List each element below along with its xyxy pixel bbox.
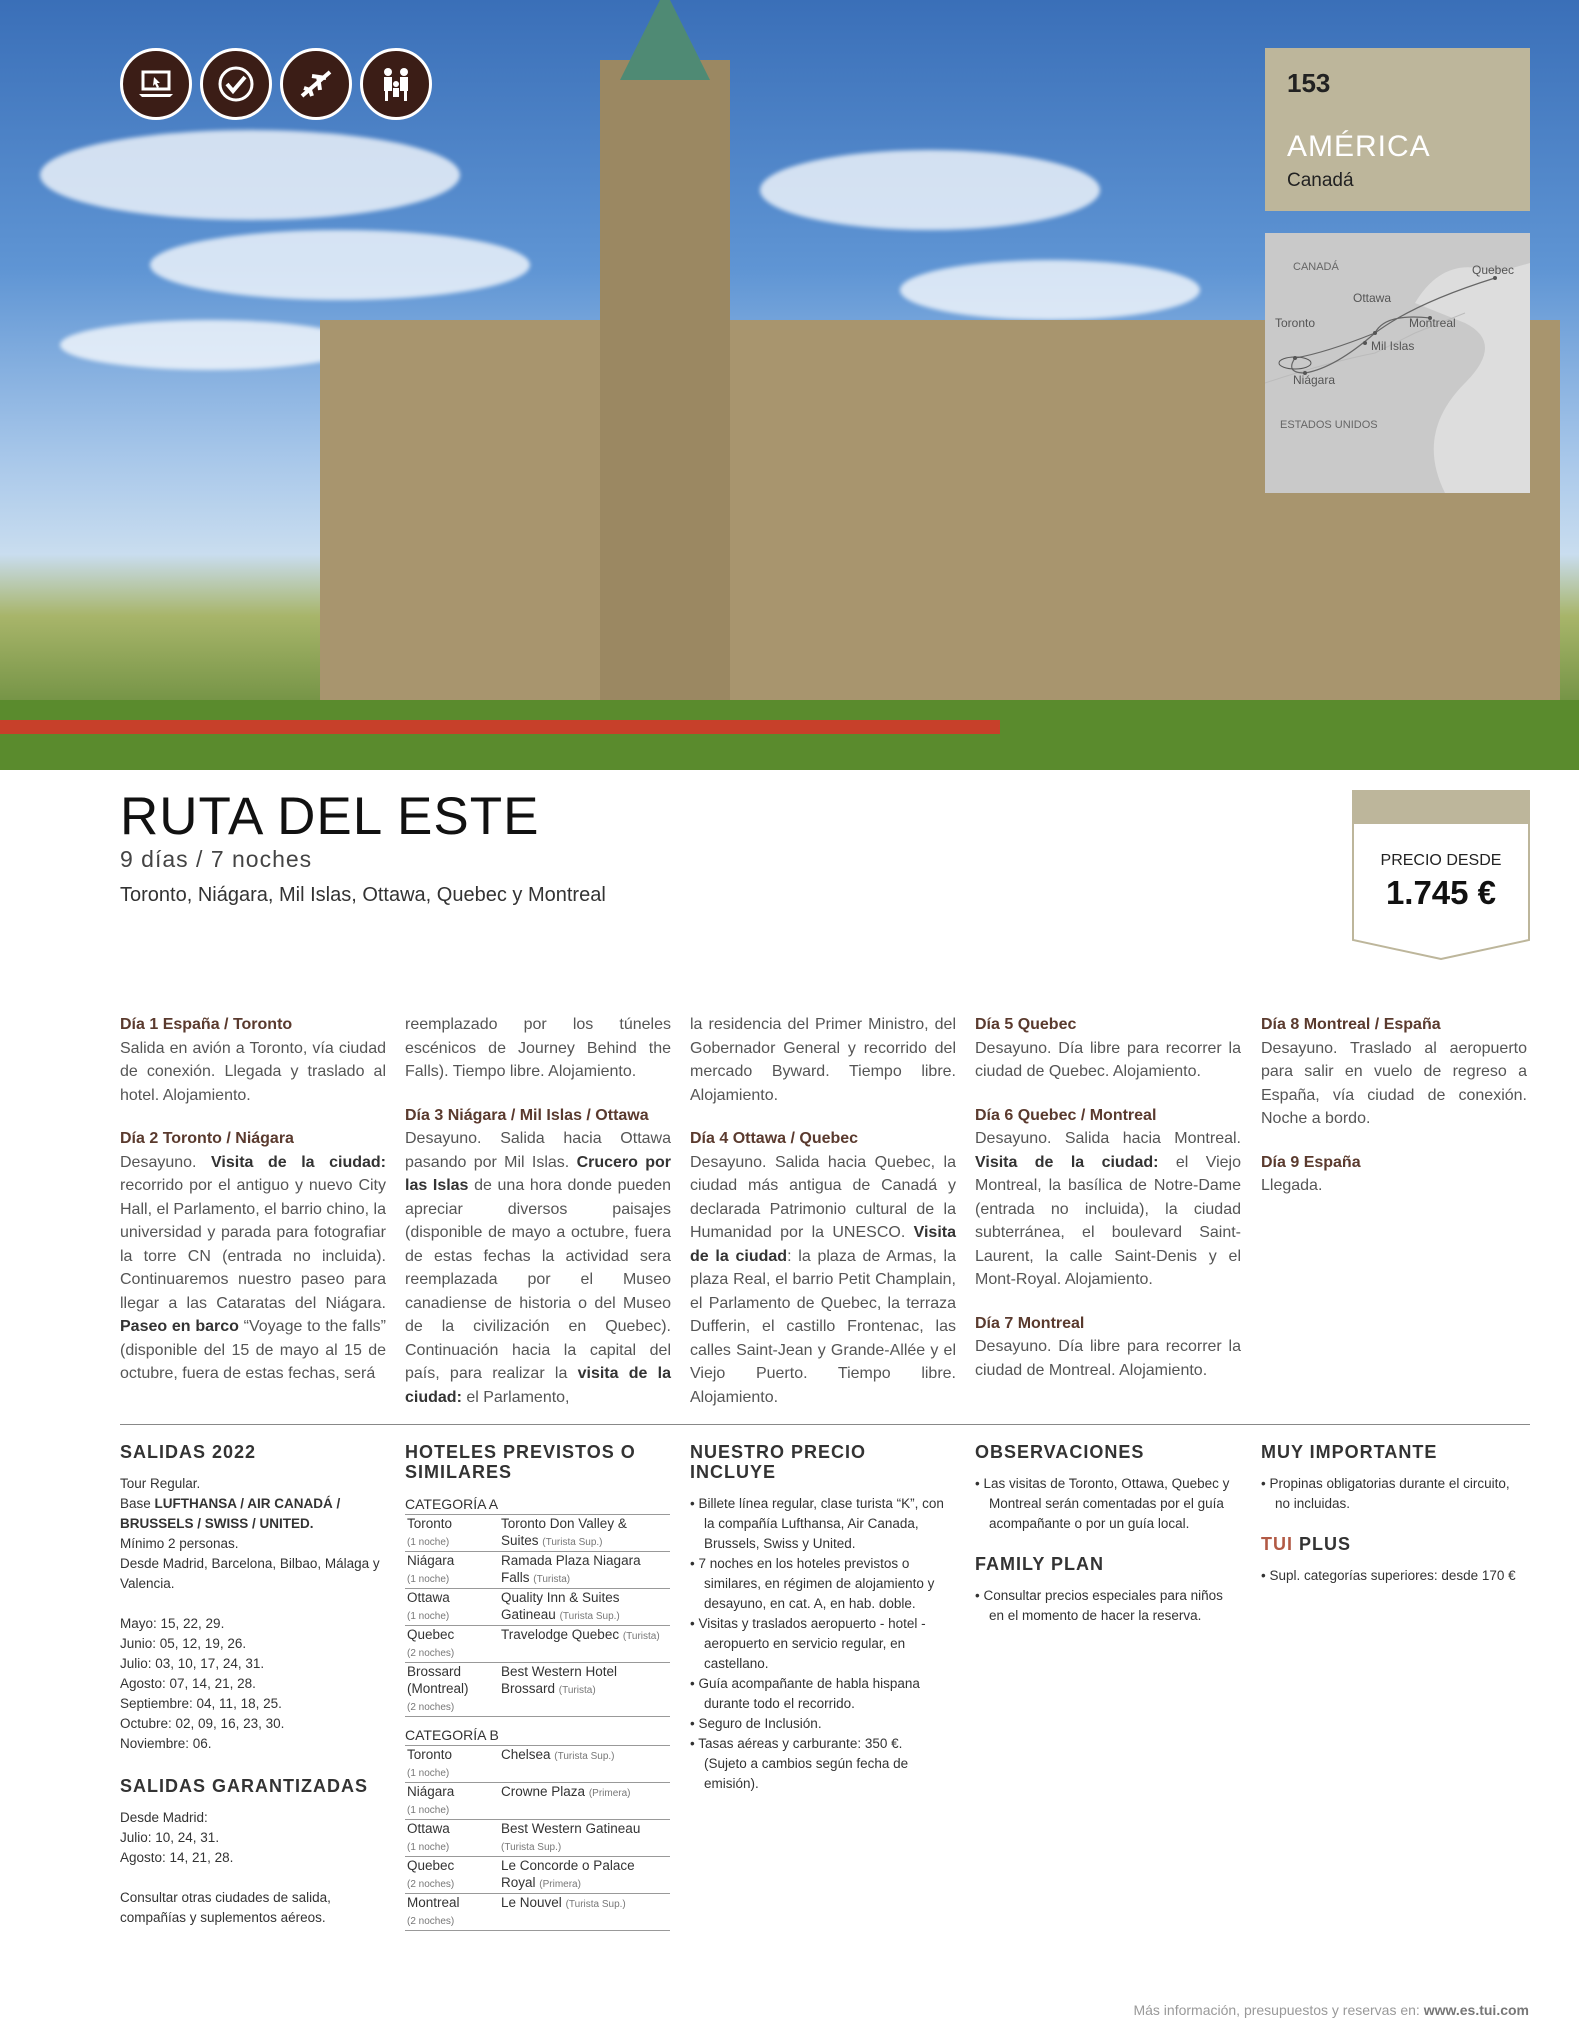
hotel-row xyxy=(405,1857,670,1894)
day-highlight: Visita de la ciudad xyxy=(690,1224,956,1265)
hotel-class: (Turista Sup.) xyxy=(501,1842,562,1853)
map-city-ottawa: Ottawa xyxy=(1353,291,1392,305)
hotel-nights: (1 noche) xyxy=(407,1537,450,1548)
includes-section xyxy=(690,1442,945,1794)
hotel-city: Toronto xyxy=(407,1516,453,1531)
destination-tag xyxy=(1265,48,1530,211)
family-icon xyxy=(360,48,432,120)
observations-section xyxy=(975,1442,1241,1626)
day-text: Llegada. xyxy=(1261,1177,1323,1194)
footer xyxy=(1133,2002,1529,2018)
guaranteed-line: Agosto: 14, 21, 28. xyxy=(120,1850,234,1865)
day-heading: España / Toronto xyxy=(162,1016,293,1033)
day-heading: Niágara / Mil Islas / Ottawa xyxy=(447,1106,649,1124)
itinerary-column-2 xyxy=(405,1013,671,1429)
day-number: Día 1 xyxy=(120,1016,163,1033)
day-text: Desayuno. xyxy=(120,1153,212,1171)
important-title: MUY IMPORTANTE xyxy=(1261,1442,1438,1462)
family-plan-title: FAMILY PLAN xyxy=(975,1554,1105,1574)
hotel-city: Toronto xyxy=(407,1747,453,1762)
date-line: Septiembre: 04, 11, 18, 25. xyxy=(120,1696,282,1711)
day-heading: Toronto / Niágara xyxy=(162,1130,294,1147)
itinerary-column-5 xyxy=(1261,1013,1527,1218)
hotel-name: Ramada Plaza Niagara Falls xyxy=(501,1553,641,1585)
includes-item: • Guía acompañante de habla hispana durante todo el recorrido. xyxy=(690,1674,945,1714)
observation-item: • Las visitas de Toronto, Ottawa, Quebec y Montreal serán comentadas por el guía acompañante o por un guía local. xyxy=(975,1474,1241,1534)
day-text: el Viejo Montreal, la basílica de Notre-Dame (entrada no incluida), la ciudad subterránea, el boulevard Saint-Laurent, la calle Saint-Denis y el Mont-Royal. Alojamiento. xyxy=(975,1153,1242,1288)
hotel-nights: (1 noche) xyxy=(407,1842,450,1853)
hotel-class: (Turista Sup.) xyxy=(542,1537,603,1548)
guaranteed-line: Julio: 10, 24, 31. xyxy=(120,1830,220,1845)
day-heading: España xyxy=(1303,1153,1361,1171)
family-plan-item: • Consultar precios especiales para niños en el momento de hacer la reserva. xyxy=(975,1586,1241,1626)
hotel-name: Best Western Gatineau xyxy=(501,1821,641,1836)
section-divider xyxy=(120,1424,1530,1425)
hotel-name: Crowne Plaza xyxy=(501,1784,586,1799)
hotel-row xyxy=(405,1626,670,1663)
includes-item: • Billete línea regular, clase turista “K”, con la compañía Lufthansa, Air Canada, Brussels, Swiss y United. xyxy=(690,1494,945,1554)
tower-spire xyxy=(620,0,710,80)
day-highlight: Paseo en barco xyxy=(120,1318,239,1335)
date-line: Mayo: 15, 22, 29. xyxy=(120,1616,225,1631)
peace-tower xyxy=(600,60,730,700)
itinerary-column-4 xyxy=(975,1013,1241,1402)
price-label: PRECIO DESDE xyxy=(1380,852,1502,869)
tour-type: Tour Regular. xyxy=(120,1476,201,1491)
includes-title: NUESTRO PRECIO INCLUYE xyxy=(690,1442,867,1482)
hotel-class: (Primera) xyxy=(539,1879,581,1890)
tui-plus-item: • Supl. categorías superiores: desde 170 € xyxy=(1261,1566,1527,1586)
includes-item: • 7 noches en los hoteles previstos o similares, en régimen de alojamiento y desayuno, en cat. A, en hab. doble. xyxy=(690,1554,945,1614)
day-number: Día 6 xyxy=(975,1106,1018,1124)
map-label-canada: CANADÁ xyxy=(1293,261,1339,273)
hotel-row xyxy=(405,1515,670,1552)
hotel-row xyxy=(405,1589,670,1626)
hotel-city: Brossard (Montreal) xyxy=(407,1664,469,1696)
hotel-class: (Turista) xyxy=(622,1631,660,1642)
day-heading: Montreal / España xyxy=(1303,1016,1441,1033)
day-highlight: visita de la ciudad: xyxy=(405,1365,672,1406)
day-text: Salida en avión a Toronto, vía ciudad de conexión. Llegada y traslado al hotel. Alojamiento. xyxy=(120,1039,386,1104)
laptop-icon xyxy=(120,48,192,120)
includes-item: • Seguro de Inclusión. xyxy=(690,1714,945,1734)
hotel-row xyxy=(405,1552,670,1589)
lawn xyxy=(0,700,1579,770)
day-heading: Ottawa / Quebec xyxy=(732,1130,859,1147)
day-number: Día 3 xyxy=(405,1106,448,1124)
hotel-class: (Primera) xyxy=(588,1788,631,1799)
map-city-quebec: Quebec xyxy=(1472,263,1515,277)
flower-bed xyxy=(0,720,1000,734)
category-b-label: CATEGORÍA B xyxy=(405,1725,670,1746)
day-text: Desayuno. Salida hacia Quebec, la ciudad más antigua de Canadá y declarada Patrimonio cultural de la Humanidad por la UNESCO. xyxy=(690,1153,956,1241)
day-text: : la plaza de Armas, la plaza Real, el barrio Petit Champlain, el Parlamento de Quebec, la terraza Dufferin, el castillo Frontenac, las calles Saint-Jean y Grande-Allée y el Viejo Puerto. Tiempo libre. Alojamiento. xyxy=(690,1247,956,1406)
hotel-row xyxy=(405,1663,670,1717)
day-highlight: Visita de la ciudad: xyxy=(975,1153,1159,1171)
includes-item: • Visitas y traslados aeropuerto - hotel - aeropuerto en servicio regular, en castellano. xyxy=(690,1614,945,1674)
hotel-nights: (1 noche) xyxy=(407,1611,450,1622)
hotel-nights: (1 noche) xyxy=(407,1768,450,1779)
trip-cities: Toronto, Niágara, Mil Islas, Ottawa, Quebec y Montreal xyxy=(120,884,606,906)
hotel-nights: (1 noche) xyxy=(407,1805,450,1816)
day-number: Día 8 xyxy=(1261,1016,1304,1033)
hotel-name: Best Western Hotel Brossard xyxy=(501,1664,618,1696)
map-city-montreal: Montreal xyxy=(1409,316,1456,330)
hotel-row xyxy=(405,1783,670,1820)
category-a-label: CATEGORÍA A xyxy=(405,1494,670,1515)
hotels-table-a xyxy=(405,1515,670,1717)
hotel-city: Quebec xyxy=(407,1858,455,1873)
hotel-name: Toronto Don Valley & Suites xyxy=(501,1516,627,1548)
map-city-niagara: Niágara xyxy=(1293,373,1336,387)
hotel-row xyxy=(405,1820,670,1857)
hotel-name: Le Nouvel xyxy=(501,1895,562,1910)
map-city-toronto: Toronto xyxy=(1275,316,1316,330)
day-text: Desayuno. Traslado al aeropuerto para salir en vuelo de regreso a España, vía ciudad de conexión. Noche a bordo. xyxy=(1261,1039,1527,1127)
hotel-class: (Turista Sup.) xyxy=(554,1751,615,1762)
itinerary-column-3 xyxy=(690,1013,956,1429)
check-icon xyxy=(200,48,272,120)
trip-title: RUTA DEL ESTE xyxy=(120,787,540,846)
observations-title: OBSERVACIONES xyxy=(975,1442,1145,1462)
includes-item: • Tasas aéreas y carburante: 350 €. (Sujeto a cambios según fecha de emisión). xyxy=(690,1734,945,1794)
hotel-nights: (2 noches) xyxy=(407,1916,455,1927)
hotel-name: Chelsea xyxy=(501,1747,551,1762)
day-highlight: Visita de la ciudad: xyxy=(211,1153,387,1171)
day-text: Desayuno. Salida hacia Montreal. xyxy=(975,1130,1241,1147)
hotel-city: Ottawa xyxy=(407,1590,450,1605)
airline-base: Base LUFTHANSA / AIR CANADÁ / BRUSSELS / SWISS / UNITED. xyxy=(120,1496,341,1531)
tui-plus-title: TUI PLUS xyxy=(1261,1534,1352,1554)
important-section xyxy=(1261,1442,1527,1586)
hotel-city: Ottawa xyxy=(407,1821,450,1836)
hotel-name: Le Concorde o Palace Royal xyxy=(501,1858,635,1890)
hotel-nights: (2 noches) xyxy=(407,1879,455,1890)
date-line: Junio: 05, 12, 19, 26. xyxy=(120,1636,247,1651)
day-heading: Quebec / Montreal xyxy=(1017,1106,1157,1124)
hotel-class: (Turista) xyxy=(533,1574,571,1585)
date-line: Octubre: 02, 09, 16, 23, 30. xyxy=(120,1716,285,1731)
airplane-icon xyxy=(280,48,352,120)
day-highlight: Crucero por las Islas xyxy=(405,1153,672,1194)
hotel-class: (Turista Sup.) xyxy=(565,1899,626,1910)
day-text: Desayuno. Salida hacia Ottawa pasando por Mil Islas. xyxy=(405,1130,671,1171)
day-text: reemplazado por los túneles escénicos de Journey Behind the Falls). Tiempo libre. Alojamiento. xyxy=(405,1016,671,1080)
hotel-class: (Turista Sup.) xyxy=(559,1611,620,1622)
hotel-class: (Turista) xyxy=(558,1685,596,1696)
salidas-section xyxy=(120,1442,386,1928)
hotel-name: Quality Inn & Suites Gatineau xyxy=(501,1590,620,1622)
departure-cities: Desde Madrid, Barcelona, Bilbao, Málaga y Valencia. xyxy=(120,1556,380,1591)
min-persons: Mínimo 2 personas. xyxy=(120,1536,239,1551)
day-text: Desayuno. Día libre para recorrer la ciudad de Quebec. Alojamiento. xyxy=(975,1039,1241,1080)
hotels-section xyxy=(405,1442,671,1931)
page-number: 153 xyxy=(1287,68,1331,98)
map-city-mil-islas: Mil Islas xyxy=(1371,339,1415,353)
date-line: Noviembre: 06. xyxy=(120,1736,212,1751)
hotel-nights: (2 noches) xyxy=(407,1702,455,1713)
hotel-row xyxy=(405,1894,670,1931)
country-label: Canadá xyxy=(1287,170,1354,191)
important-item: • Propinas obligatorias durante el circuito, no incluidas. xyxy=(1261,1474,1527,1514)
footer-text: Más información, presupuestos y reservas en: xyxy=(1133,2002,1424,2018)
guaranteed-title: SALIDAS GARANTIZADAS xyxy=(120,1776,368,1796)
day-number: Día 5 xyxy=(975,1016,1018,1033)
hotel-row xyxy=(405,1746,670,1783)
guaranteed-line: Desde Madrid: xyxy=(120,1810,208,1825)
salidas-note: Consultar otras ciudades de salida, compañías y suplementos aéreos. xyxy=(120,1890,331,1925)
day-text: recorrido por el antiguo y nuevo City Hall, el Parlamento, el barrio chino, la universidad y parada para fotografiar la torre CN (entrada no incluida). Continuaremos nuestro paseo para llegar a las Cataratas del Niágara. xyxy=(120,1177,386,1312)
price-value: 1.745 € xyxy=(1385,874,1497,911)
route-map xyxy=(1265,233,1530,493)
day-number: Día 7 xyxy=(975,1314,1018,1332)
hotel-city: Quebec xyxy=(407,1627,455,1642)
day-text: la residencia del Primer Ministro, del Gobernador General y recorrido del mercado Byward. Tiempo libre. Alojamiento. xyxy=(690,1016,956,1104)
hotel-nights: (2 noches) xyxy=(407,1648,455,1659)
hotel-city: Montreal xyxy=(407,1895,460,1910)
day-text: el Parlamento, xyxy=(461,1388,570,1406)
date-line: Agosto: 07, 14, 21, 28. xyxy=(120,1676,256,1691)
day-heading: Quebec xyxy=(1017,1016,1077,1033)
day-number: Día 9 xyxy=(1261,1153,1304,1171)
salidas-title: SALIDAS 2022 xyxy=(120,1442,257,1462)
map-label-usa: ESTADOS UNIDOS xyxy=(1280,419,1378,431)
hotels-title: HOTELES PREVISTOS O SIMILARES xyxy=(405,1442,636,1482)
hotels-table-b xyxy=(405,1746,670,1931)
itinerary-column-1 xyxy=(120,1013,386,1406)
trip-duration: 9 días / 7 noches xyxy=(120,846,313,872)
day-text: de una hora donde pueden apreciar diversos paisajes (disponible de mayo a octubre, fuera de estas fechas la actividad sera reemplazada por el Museo canadiense de historia o del Museo de la civilización en Quebec). Continuación hacia la capital del país, para realizar la xyxy=(405,1177,672,1382)
date-line: Julio: 03, 10, 17, 24, 31. xyxy=(120,1656,265,1671)
day-text: “Voyage to the falls” (disponible del 15 de mayo al 15 de octubre, fuera de estas fechas, será xyxy=(120,1318,387,1382)
day-number: Día 4 xyxy=(690,1130,733,1147)
hotel-name: Travelodge Quebec xyxy=(501,1627,620,1642)
price-box xyxy=(1352,790,1530,960)
hotel-city: Niágara xyxy=(407,1553,455,1568)
hotel-city: Niágara xyxy=(407,1784,455,1799)
region-label: AMÉRICA xyxy=(1287,130,1431,163)
footer-link[interactable]: www.es.tui.com xyxy=(1423,2002,1529,2018)
day-number: Día 2 xyxy=(120,1130,163,1147)
day-text: Desayuno. Día libre para recorrer la ciudad de Montreal. Alojamiento. xyxy=(975,1338,1241,1379)
day-heading: Montreal xyxy=(1017,1314,1085,1332)
price-box-header xyxy=(1352,790,1530,824)
feature-badges xyxy=(120,48,432,120)
hotel-nights: (1 noche) xyxy=(407,1574,450,1585)
